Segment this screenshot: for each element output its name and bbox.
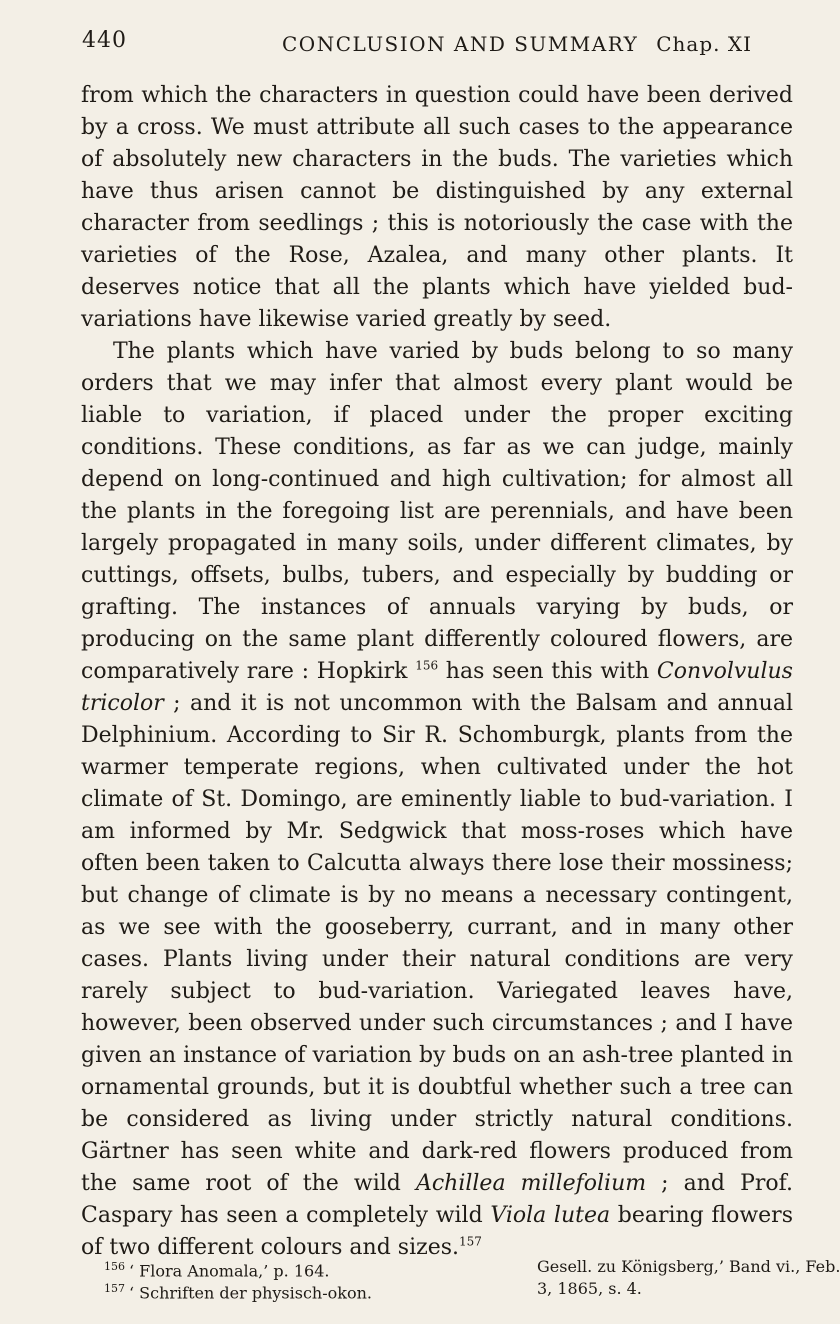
- footnote: [104, 1278, 794, 1303]
- footnote-marker: 157: [459, 1234, 482, 1249]
- text-run: bearing flowers of two different colours and sizes.: [81, 1203, 793, 1260]
- footnote-marker: 156: [415, 658, 439, 673]
- text-run: from which the characters in question could have been derived by a cross. We must attribute all such cases to the appearance of absolutely new characters in the buds. The varieties which have thus arisen cannot be distinguished by any external character from seedlings ; this is notoriously the case with the varieties of the Rose, Azalea, and many other plants. It deserves notice that all the plants which have yielded bud-variations have likewise varied greatly by seed.: [81, 83, 793, 332]
- paragraph: [81, 80, 793, 336]
- footnote-ref: 156: [104, 1260, 125, 1273]
- chapter-label: Chap. XI: [656, 32, 752, 56]
- footnote-text: ‘ Flora Anomala,’ p. 164.: [129, 1261, 330, 1281]
- text-run: ; and it is not uncommon with the Balsam and annual Delphinium. According to Sir R. Schomburgk, plants from the warmer temperate regions, when cultivated under the hot climate of St. Domingo, are eminently liable to bud-variation. I am informed by Mr. Sedgwick that moss-roses which have often been taken to Calcutta always there lose their mossiness; but change of climate is by no means a necessary contingent, as we see with the gooseberry, currant, and in many other cases. Plants living under their natural conditions are very rarely subject to bud-variation. Variegated leaves have, however, been observed under such circumstances ; and I have given an instance of variation by buds on an ash-tree planted in ornamental grounds, but it is doubtful whether such a tree can be considered as living under strictly natural conditions. Gärtner has seen white and dark-red flowers produced from the same root of the wild: [81, 691, 793, 1196]
- page-header: [82, 22, 752, 62]
- text-run: The plants which have varied by buds belong to so many orders that we may infer that almost every plant would be liable to variation, if placed under the proper exciting conditions. These conditions, as far as we can judge, mainly depend on long-continued and high cultivation; for almost all the plants in the foregoing list are perennials, and have been largely propagated in many soils, under different climates, by cuttings, offsets, bulbs, tubers, and especially by budding or grafting. The instances of annuals varying by buds, or producing on the same plant differently coloured flowers, are comparatively rare : Hopkirk: [81, 339, 793, 684]
- footnote-text-continued: Gesell. zu Königsberg,’ Band vi., Feb.: [537, 1257, 840, 1276]
- footnote-ref: 157: [104, 1282, 125, 1295]
- text-run: ; and Prof. Caspary has seen a completely wild: [81, 1171, 793, 1228]
- page-number: 440: [82, 28, 127, 53]
- body-text: [81, 80, 793, 1264]
- italic-term: Convolvulus tricolor: [81, 659, 793, 716]
- text-run: has seen this with: [438, 659, 657, 684]
- footnote-text-continued: 3, 1865, s. 4.: [537, 1279, 642, 1298]
- footnotes: [104, 1256, 840, 1303]
- italic-term: Viola lutea: [490, 1203, 611, 1228]
- italic-term: Achillea millefolium: [415, 1171, 647, 1196]
- footnote-text: ‘ Schriften der physisch-okon.: [129, 1283, 372, 1303]
- footnote: [104, 1256, 840, 1281]
- paragraph: [81, 336, 793, 1264]
- running-head: CONCLUSION AND SUMMARY: [282, 32, 639, 56]
